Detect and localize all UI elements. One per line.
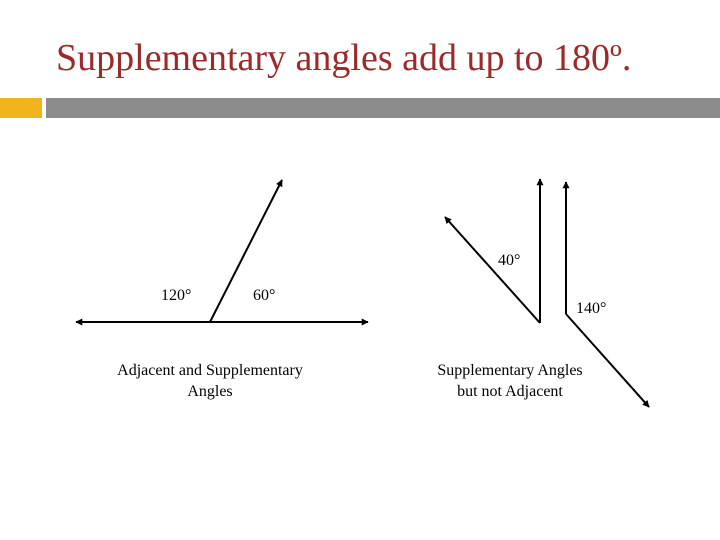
slide-title: Supplementary angles add up to 180º. (56, 37, 632, 79)
right-caption-line1: Supplementary Angles (437, 362, 583, 379)
right-caption (410, 360, 610, 402)
angle-label-140: 140° (576, 300, 607, 317)
angle-label-60: 60° (253, 287, 276, 304)
right-caption-line2: but not Adjacent (457, 383, 563, 400)
angle-label-40: 40° (498, 252, 521, 269)
left-caption-line2: Angles (187, 383, 233, 400)
left-caption-line1: Adjacent and Supplementary (117, 362, 303, 379)
forty-degree-ray-a (445, 217, 540, 323)
angle-label-120: 120° (161, 287, 192, 304)
left-caption (90, 360, 330, 402)
